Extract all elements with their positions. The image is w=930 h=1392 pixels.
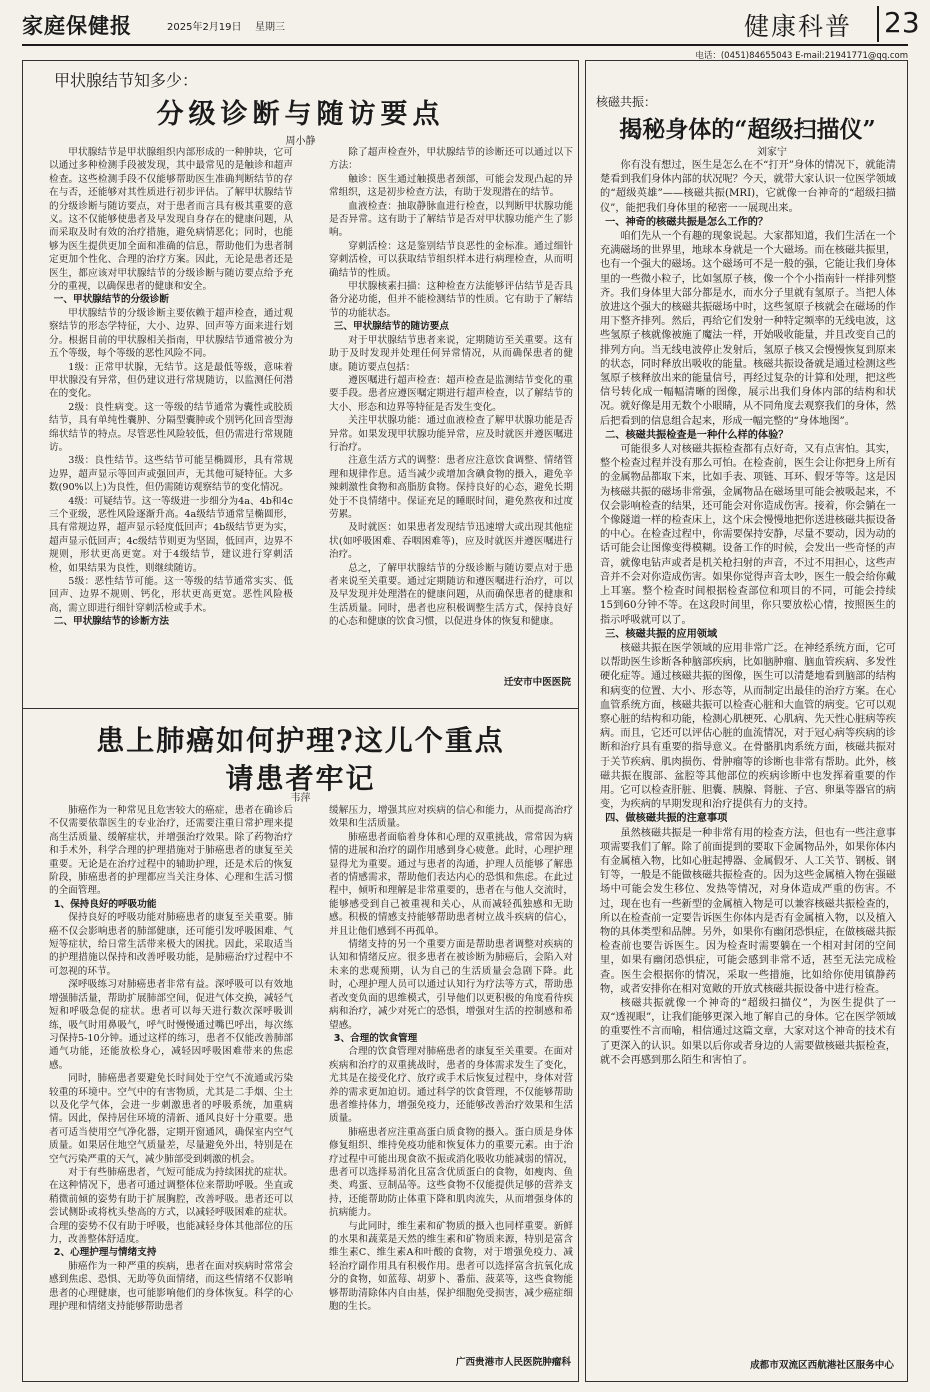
article-title: 分级诊断与随访要点 [156, 99, 445, 130]
paragraph: 总之，了解甲状腺结节的分级诊断与随访要点对于患者来说至关重要。通过定期随访和遵医嘱进行治疗，可以及早发现并处理潜在的健康问题，从而确保患者的健康和生活质量。同时，患者也应积极调整生活方式，保持良好的心态和健康的饮食习惯，以促进身体的恢复和健康。 [329, 562, 573, 628]
page-number: 23 [884, 6, 920, 39]
article-column-1 [49, 804, 293, 1370]
paragraph: 对于甲状腺结节患者来说，定期随访至关重要。这有助于及时发现并处理任何异常情况，从而确保患者的健康。随访要点包括： [329, 334, 573, 373]
section-title: 健康科普 [744, 12, 853, 41]
article-source: 成都市双流区西航港社区服务中心 [750, 1360, 894, 1371]
paragraph: 核磁共振就像一个神奇的“超级扫描仪”，为医生提供了一双“透视眼”，让我们能够更深入地了解自己的身体。它在医学领域的重要性不言而喻，相信通过这篇文章，大家对这个神奇的技术有了更深入的认识。如果以后你或者身边的人需要做核磁共振检查，就不会再感到那么陌生和害怕了。 [600, 997, 896, 1066]
section-divider [877, 6, 879, 42]
paragraph: 除了超声检查外，甲状腺结节的诊断还可以通过以下方法： [329, 147, 573, 172]
article-column-1 [49, 146, 293, 696]
section-heading: 三、核磁共振的应用领域 [605, 628, 718, 640]
paragraph: 注意生活方式的调整：患者应注意饮食调整、情绪管理和规律作息。适当减少或增加含碘食物的摄入，避免辛辣刺激性食物和高脂肪食物。保持良好的心态，避免长期处于不良情绪中。保证充足的睡眠时间，避免熬夜和过度劳累。 [329, 455, 573, 520]
article-body [600, 159, 896, 1349]
paragraph: 甲状腺结节是甲状腺组织内部形成的一种肿块，它可以通过多种检测手段被发现，其中最常见的是触诊和超声检查。这些检测手段不仅能够帮助医生准确判断结节的存在与否，还能够对其性质进行初步评估。了解甲状腺结节的分级诊断与随访要点，对于患者而言具有极其重要的意义。这不仅能够使患者及早发现自身存在的健康问题，从而采取及时有效的治疗措施，避免病情恶化；同时，也能够为医生提供更加全面和准确的信息，帮助他们为患者制定更加个性化、合理的治疗方案。因此，无论是患者还是医生，都应该对甲状腺结节的分级诊断与随访要点给予充分的重视，以确保患者的健康和安全。 [49, 147, 293, 293]
paragraph: 5级：恶性结节可能。这一等级的结节通常实实、低回声、边界不规则、钙化，形状更高更宽。恶性风险极高，需立即进行细针穿刺活检或手术。 [49, 576, 293, 614]
paragraph: 血液检查：抽取静脉血进行检查，以判断甲状腺功能是否异常。这有助于了解结节是否对甲状腺功能产生了影响。 [329, 200, 573, 239]
article-author: 韦萍 [290, 793, 311, 804]
paragraph: 核磁共振在医学领域的应用非常广泛。在神经系统方面，它可以帮助医生诊断各种脑部疾病，比如脑肿瘤、脑血管疾病、多发性硬化症等。通过核磁共振的图像，医生可以清楚地看到脑部的结构和病变的位置、大小、形态等，从而制定出最佳的治疗方案。在心血管系统方面，核磁共振可以检查心脏和大血管的病变。它可以观察心脏的结构和功能，检测心肌梗死、心肌病、先天性心脏病等疾病。而且，它还可以评估心脏的血流情况，对于冠心病等疾病的诊断和治疗具有重要的指导意义。在骨骼肌肉系统方面，核磁共振对于关节疾病、肌肉损伤、骨肿瘤等的诊断也非常有帮助。此外，核磁共振在腹部、盆腔等其他部位的疾病诊断中也发挥着重要的作用。它可以检查肝脏、胆囊、胰腺、肾脏、子宫、卵巢等器官的病变，为疾病的早期发现和治疗提供有力的支持。 [600, 642, 896, 811]
paragraph: 虽然核磁共振是一种非常有用的检查方法，但也有一些注意事项需要我们了解。除了前面提到的要取下金属物品外，如果你体内有金属植入物，比如心脏起搏器、金属假牙、人工关节、钢板、钢钉等，一般是不能做核磁共振检查的。因为这些金属植入物在强磁场中可能会发生移位、发热等情况，对身体造成严重的伤害。不过，现在也有一些新型的金属植入物是可以兼容核磁共振检查的，所以在检查前一定要告诉医生你体内是否有金属植入物，以及植入物的具体类型和品牌。另外，如果你有幽闭恐惧症，在做核磁共振检查前也要告诉医生。因为检查时需要躺在一个相对封闭的空间里，如果有幽闭恐惧症，可能会感到非常不适，甚至无法完成检查。医生会根据你的情况，采取一些措施，比如给你使用镇静药物，或者安排你在相对宽敞的开放式核磁共振设备中进行检查。 [600, 827, 896, 995]
paragraph: 合理的饮食管理对肺癌患者的康复至关重要。在面对疾病和治疗的双重挑战时，患者的身体需求发生了变化，尤其是在接受化疗、放疗或手术后恢复过程中，身体对营养的需求更加迫切。通过科学的饮食管理，不仅能够帮助患者维持体力，增强免疫力，还能够改善治疗效果和生活质量。 [329, 1046, 573, 1125]
article-kicker: 甲状腺结节知多少： [54, 71, 199, 90]
paragraph: 肺癌作为一种严重的疾病，患者在面对疾病时常常会感到焦虑、恐惧、无助等负面情绪，而这些情绪不仅影响患者的心理健康，也可能影响他们的身体恢复。科学的心理护理和情绪支持能够帮助患者 [49, 1260, 293, 1313]
paragraph: 你有没有想过，医生是怎么在不“打开”身体的情况下，就能清楚看到我们身体内部的状况呢？今天，就带大家认识一位医学领域的“超级英雄”——核磁共振(MRI)，它就像一台神奇的“超级扫描仪”，能把我们身体里的秘密一一展现出来。 [600, 160, 896, 214]
paragraph: 缓解压力，增强其应对疾病的信心和能力，从而提高治疗效果和生活质量。 [329, 805, 573, 830]
paragraph: 可能很多人对核磁共振检查都有点好奇，又有点害怕。其实，整个检查过程并没有那么可怕。在检查前，医生会让你把身上所有的金属物品都取下来，比如手表、项链、耳环、假牙等等。这是因为核磁共振的磁场非常强，金属物品在磁场里可能会被吸起来，不仅会影响检查的结果，还可能会对你造成伤害。接着，你会躺在一个像隧道一样的检查床上，这个床会慢慢地把你送进核磁共振设备的中心。在检查过程中，你需要保持安静，尽量不要动，因为动的话可能会让图像变得模糊。设备工作的时候，会发出一些奇怪的声音，就像电钻声或者是机关枪扫射的声音，不过不用担心，这些声音并不会对你造成伤害。如果你觉得声音太吵，医生一般会给你戴上耳塞。整个检查时间根据检查部位和项目的不同，可能会持续15到60分钟不等。在这段时间里，你只要放松心情，按照医生的指示呼吸就可以了。 [600, 444, 896, 626]
masthead [22, 6, 920, 44]
section-heading: 二、核磁共振检查是一种什么样的体验？ [605, 429, 789, 441]
article-source: 迁安市中医医院 [503, 677, 571, 688]
paragraph: 甲状腺核素扫描：这种检查方法能够评估结节是否具备分泌功能，但并不能检测结节的性质。它有助于了解结节的功能状态。 [329, 281, 573, 319]
article-kicker: 核磁共振： [596, 95, 657, 109]
issue-weekday: 星期三 [255, 22, 285, 33]
paragraph: 触诊：医生通过触摸患者颈部，可能会发现凸起的异常组织，这是初步检查方法，有助于发现潜在的结节。 [329, 173, 573, 199]
article-lung-cancer [22, 709, 579, 1381]
paragraph: 同时，肺癌患者要避免长时间处于空气不流通或污染较重的环境中。空气中的有害物质，尤其是二手烟、尘土以及化学气体，会进一步刺激患者的呼吸系统，加重病情。因此，保持居住环境的清新、通风良好十分重要。患者可适当使用空气净化器，定期开窗通风，确保室内空气质量。如果居住地空气质量差，尽量避免外出，特别是在空气污染严重的天气，减少肺部受到刺激的机会。 [49, 1073, 293, 1165]
section-heading: 四、做核磁共振的注意事项 [605, 813, 728, 825]
paragraph: 与此同时，维生素和矿物质的摄入也同样重要。新鲜的水果和蔬菜是天然的维生素和矿物质来源，特别是富含维生素C、维生素A和叶酸的食物，对于增强免疫力、减轻治疗副作用具有积极作用。患者可以选择富含抗氧化成分的食物，如蓝莓、胡萝卜、番茄、菠菜等，这些食物能够帮助清除体内自由基，保护细胞免受损害，减少癌症细胞的生长。 [329, 1220, 573, 1313]
article-author: 周小静 [285, 136, 316, 147]
section-heading: 三、甲状腺结节的随访要点 [333, 321, 449, 333]
section-heading: 3、合理的饮食管理 [333, 1032, 418, 1044]
paragraph: 3级：良性结节。这些结节可能呈椭圆形，具有常规边界，超声显示等回声或强回声，无其他可疑特征。大多数(90%以上)为良性，但仍需随访观察结节的变化情况。 [49, 455, 293, 494]
section-heading: 1、保持良好的呼吸功能 [53, 898, 157, 910]
issue-date: 2025年2月19日 [167, 22, 242, 33]
article-column-2 [329, 804, 573, 1354]
paper-name: 家庭保健报 [22, 14, 132, 38]
paragraph: 2级：良性病变。这一等级的结节通常为囊性或胶质结节，具有单纯性囊肿、分隔型囊肿或个别钙化回音型海绵状结节的特点。尽管恶性风险较低，但仍需进行常规随访。 [49, 401, 293, 453]
article-mri [585, 60, 908, 1382]
paragraph: 及时就医：如果患者发现结节迅速增大或出现其他症状(如呼吸困难、吞咽困难等)，应及时就医并遵医嘱进行治疗。 [329, 522, 573, 561]
article-thyroid [22, 60, 579, 708]
paragraph: 深呼吸练习对肺癌患者非常有益。深呼吸可以有效地增强肺活量，帮助扩展肺部空间，促进气体交换，减轻气短和呼吸急促的症状。患者可以每天进行数次深呼吸训练，吸气时用鼻吸气，呼气时慢慢通过嘴巴呼出，每次练习保持5-10分钟。通过这样的练习，患者不仅能改善肺部通气功能，还能放松身心，减轻因呼吸困难带来的焦虑感。 [49, 979, 293, 1071]
masthead-rule [22, 44, 908, 46]
paragraph: 穿刺活检：这是鉴别结节良恶性的金标准。通过细针穿刺活检，可以获取结节组织样本进行病理检查，从而明确结节的性质。 [329, 240, 573, 279]
paragraph: 肺癌患者应注重高蛋白质食物的摄入。蛋白质是身体修复组织、维持免疫功能和恢复体力的重要元素。由于治疗过程中可能出现食欲不振或消化吸收功能减弱的情况，患者可以选择易消化且富含优质蛋白的食物，如瘦肉、鱼类、鸡蛋、豆制品等。这些食物不仅能提供足够的营养支持，还能帮助防止体重下降和肌肉流失，从而增强身体的抗病能力。 [329, 1126, 573, 1219]
section-heading: 一、神奇的核磁共振是怎么工作的？ [605, 216, 769, 228]
paragraph: 肺癌作为一种常见且危害较大的癌症，患者在确诊后不仅需要依靠医生的专业治疗，还需要注重日常护理来提高生活质量、缓解症状，并增强治疗效果。除了药物治疗和手术外，科学合理的护理措施对于肺癌患者的康复至关重要。无论是在治疗过程中的辅助护理，还是术后的恢复阶段，肺癌患者的护理都应当关注身体、心理和生活习惯的全面管理。 [49, 805, 293, 897]
article-author: 刘家宁 [757, 147, 787, 158]
paragraph: 情绪支持的另一个重要方面是帮助患者调整对疾病的认知和情绪反应。很多患者在被诊断为肺癌后，会陷入对未来的悲观预期，认为自己的生活质量会急剧下降。此时，心理护理人员可以通过认知行为疗法等方式，帮助患者改变负面的思维模式，引导他们以更积极的角度看待疾病和治疗，减少对死亡的恐惧，增强对生活的控制感和希望感。 [329, 939, 573, 1031]
paragraph: 保持良好的呼吸功能对肺癌患者的康复至关重要。肺癌不仅会影响患者的肺部健康，还可能引发呼吸困难、气短等症状，给日常生活带来极大的困扰。因此，采取适当的护理措施以保持和改善呼吸功能，是肺癌治疗过程中不可忽视的环节。 [49, 912, 293, 977]
section-heading: 一、甲状腺结节的分级诊断 [53, 294, 169, 306]
section-heading: 二、甲状腺结节的诊断方法 [53, 616, 169, 628]
paragraph: 对于有些肺癌患者，气短可能成为持续困扰的症状。在这种情况下，患者可通过调整体位来帮助呼吸。坐直或稍微前倾的姿势有助于扩展胸腔，改善呼吸。患者还可以尝试侧卧或将枕头垫高的方式，以减轻呼吸困难的症状。合理的姿势不仅有助于呼吸，也能减轻身体其他部位的压力，改善整体舒适度。 [49, 1166, 293, 1245]
contact-line: 电话：(0451)84655043 E-mail:21941771@qq.com [695, 51, 908, 61]
paragraph: 遵医嘱进行超声检查：超声检查是监测结节变化的重要手段。患者应遵医嘱定期进行超声检查，以了解结节的大小、形态和边界等特征是否发生变化。 [329, 374, 573, 413]
article-title: 揭秘身体的“超级扫描仪” [619, 116, 876, 143]
article-title-line2: 请患者牢记 [225, 762, 376, 795]
paragraph: 1级：正常甲状腺，无结节。这是最低等级，意味着甲状腺没有异常，但仍建议进行常规随访，以监测任何潜在的变化。 [49, 361, 293, 400]
article-source: 广西贵港市人民医院肿瘤科 [455, 1357, 571, 1368]
paragraph: 4级：可疑结节。这一等级进一步细分为4a、4b和4c三个亚级，恶性风险逐渐升高。4a级结节通常呈椭圆形，具有常规边界，超声显示轻度低回声；4b级结节更为实，超声显示低回声；4c级结节则更为坚固，低回声，边界不规则，形状更高更宽。对于4级结节，建议进行穿刺活检，如果结果为良性，则继续随访。 [49, 495, 293, 574]
article-column-2 [329, 146, 573, 676]
paragraph: 咱们先从一个有趣的现象说起。大家都知道，我们生活在一个充满磁场的世界里，地球本身就是一个大磁场。而在核磁共振里，也有一个强大的磁场。这个磁场可不是一般的强，它能让我们身体里的一些微小粒子，比如氢原子核，像一个个小指南针一样排列整齐。我们身体里大部分都是水，而水分子里就有氢原子。当把人体放进这个强大的核磁共振磁场中时，这些氢原子核就会在磁场的作用下整齐排列。然后，再给它们发射一种特定频率的无线电波，这些氢原子核就像被施了魔法一样，开始吸收能量，并且改变自己的排列方向。当无线电波停止发射后，氢原子核又会慢慢恢复到原来的状态，同时释放出吸收的能量。核磁共振设备就是通过检测这些氢原子核释放出来的能量信号，再经过复杂的计算和处理，把这些信号转化成一幅幅清晰的图像，展示出我们身体内部的结构和状况。就好像是用无数个小眼睛，从不同角度去观察我们的身体，然后把看到的信息组合起来，形成一幅完整的“身体地图”。 [600, 231, 896, 427]
paragraph: 肺癌患者面临着身体和心理的双重挑战，常常因为病情的进展和治疗的副作用感到身心疲惫。此时，心理护理显得尤为重要。通过与患者的沟通，护理人员能够了解患者的情感需求，帮助他们表达内心的恐惧和焦虑。在此过程中，倾听和理解是非常重要的，患者在与他人交流时，能够感受到自己被重视和关心，从而减轻孤独感和无助感。积极的情感支持能够帮助患者树立战斗疾病的信心，并且让他们感到不再孤单。 [329, 831, 573, 937]
paragraph: 关注甲状腺功能：通过血液检查了解甲状腺功能是否异常。如果发现甲状腺功能异常，应及时就医并遵医嘱进行治疗。 [329, 415, 573, 453]
paragraph: 甲状腺结节的分级诊断主要依赖于超声检查，通过观察结节的形态学特征，大小、边界、回声等方面来进行划分。根据目前的甲状腺相关指南，甲状腺结节通常被分为五个等级，每个等级的恶性风险不同。 [49, 307, 293, 360]
section-heading: 2、心理护理与情绪支持 [53, 1247, 157, 1259]
article-title-line1: 患上肺癌如何护理?这儿个重点 [96, 724, 505, 757]
